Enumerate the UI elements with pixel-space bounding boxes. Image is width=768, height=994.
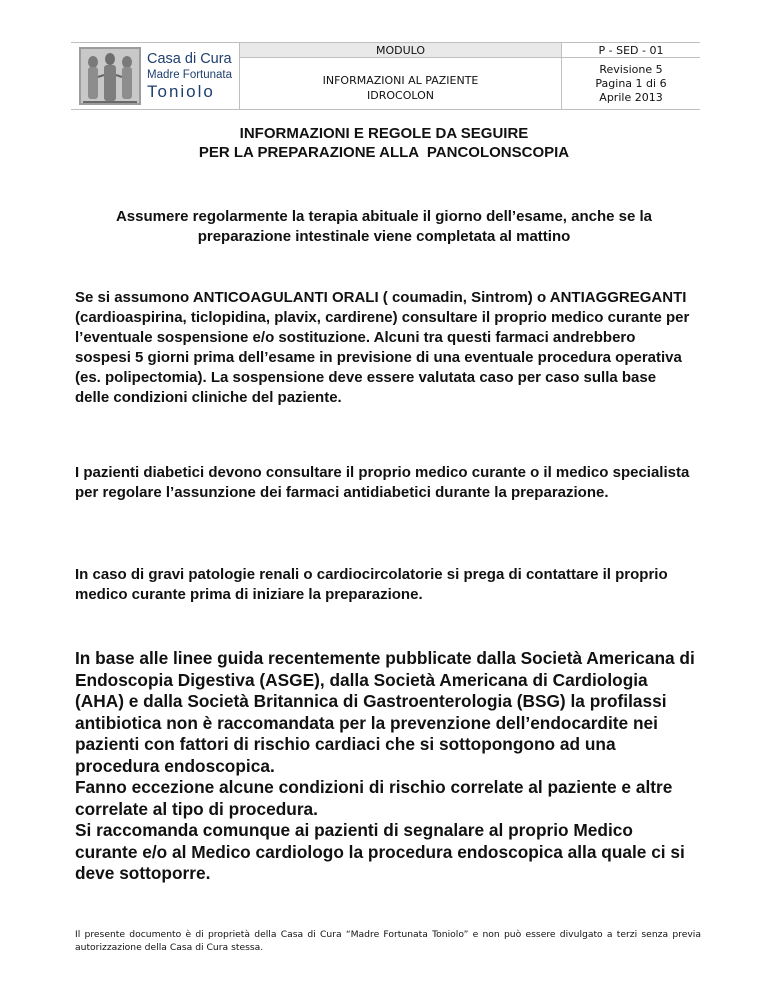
doc-title-line-2: IDROCOLON: [367, 88, 434, 102]
module-label: MODULO: [240, 43, 562, 58]
title-line-2: PER LA PREPARAZIONE ALLA PANCOLONSCOPIA: [198, 144, 570, 161]
logo-cell: [71, 43, 240, 110]
doc-title-line-1: INFORMAZIONI AL PAZIENTE: [322, 73, 479, 87]
therapy-line-2: preparazione intestinale viene completata al mattino: [197, 228, 571, 245]
guidelines-paragraph: [75, 648, 700, 885]
clinic-logo: [71, 47, 239, 105]
logo-line-3: Toniolo: [147, 82, 215, 101]
renal-paragraph: In caso di gravi patologie renali o cardiocircolatorie si prega di contattare il proprio medico curante prima di iniziare la preparazione.: [75, 566, 668, 603]
logo-line-1: Casa di Cura: [147, 51, 232, 67]
diabetic-paragraph: I pazienti diabetici devono consultare il proprio medico curante o il medico specialista per regolare l’assunzione dei farmaci antidiabetici durante la preparazione.: [75, 464, 690, 501]
guidelines-exception: Fanno eccezione alcune condizioni di rischio correlate al paziente e altre correlate al tipo di procedura.: [75, 777, 673, 819]
page-title: [0, 124, 768, 162]
guidelines-text: In base alle linee guida recentemente pubblicate dalla Società Americana di Endoscopia Digestiva (ASGE), dalla Società Americana di Cardiologia (AHA) e dalla Società Britannica di Gastroenterologia (BSG) la profilassi antibiotica non è raccomandata per la prevenzione dell’endocardite nei pazienti con fattori di rischio cardiaci che si sottopongono ad una procedura endoscopica.: [75, 648, 695, 776]
guidelines-recommendation: Si raccomanda comunque ai pazienti di segnalare al proprio Medico curante e/o al Medico cardiologo la procedura endoscopica alla quale ci si deve sottoporre.: [75, 820, 685, 883]
revision-cell: [562, 58, 701, 110]
page-number: Pagina 1 di 6: [595, 76, 667, 90]
document-header: [71, 42, 700, 110]
statue-image-icon: [79, 47, 141, 105]
title-line-1: INFORMAZIONI E REGOLE DA SEGUIRE: [239, 125, 529, 142]
anticoagulant-paragraph: Se si assumono ANTICOAGULANTI ORALI ( coumadin, Sintrom) o ANTIAGGREGANTI (cardioaspirina, ticlopidina, plavix, cardirene) consultare il proprio medico curante per l’eventuale sospensione e/o sostituzione. Alcuni tra questi farmaci andrebbero sospesi 5 giorni prima dell’esame in previsione di una eventuale procedura operativa (es. polipectomia). La sospensione deve essere valutata caso per caso sulla base delle condizioni cliniche del paziente.: [75, 289, 690, 406]
doc-title-cell: [240, 58, 562, 110]
ownership-footer: Il presente documento è di proprietà della Casa di Cura “Madre Fortunata Toniolo” e non può essere divulgato a terzi senza previa autorizzazione della Casa di Cura stessa.: [75, 929, 701, 953]
logo-line-2: Madre Fortunata: [147, 69, 233, 81]
doc-code: P - SED - 01: [562, 43, 701, 58]
revision: Revisione 5: [599, 62, 663, 76]
revision-date: Aprile 2013: [599, 90, 663, 104]
therapy-line-1: Assumere regolarmente la terapia abituale il giorno dell’esame, anche se la: [115, 208, 653, 225]
therapy-paragraph: [75, 207, 693, 247]
